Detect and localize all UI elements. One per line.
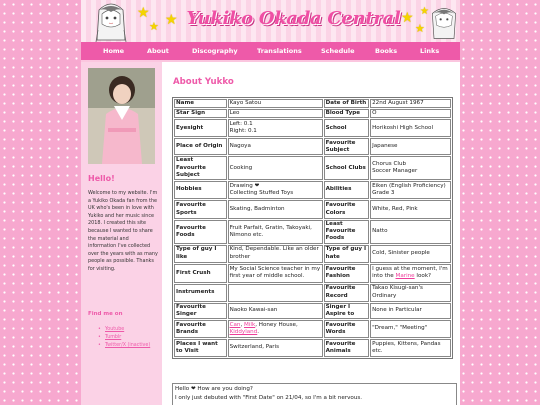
profile-key: Favourite Colors — [324, 200, 369, 219]
anime-girl-illustration — [93, 0, 129, 42]
profile-photo — [88, 68, 155, 164]
page-title: About Yukko — [173, 77, 234, 87]
profile-key: Eyesight — [174, 119, 227, 137]
profile-key: Hobbies — [174, 181, 227, 199]
profile-row — [174, 245, 451, 263]
profile-value: Kayo Satou — [228, 99, 323, 108]
star-icon: ★ — [415, 22, 425, 35]
profile-key: Type of guy I hate — [324, 245, 369, 263]
nav-schedule[interactable]: Schedule — [321, 47, 355, 55]
profile-key: Places I want to Visit — [174, 339, 227, 357]
header-banner — [81, 0, 460, 42]
profile-value: O — [370, 109, 451, 118]
profile-row — [174, 264, 451, 283]
sidebar-intro-text: Welcome to my website. I'm a Yukiko Okada fan from the UK who's been in love with Yukiko and her music since 2018. I created this site because I wanted to share the material and information I've collected over the years with as many people as possible. Thanks for visiting. — [88, 190, 158, 272]
social-links-list — [105, 326, 150, 350]
profile-value: Can, Milk, Honey House, Kiddyland. — [228, 320, 323, 338]
profile-value: Natto — [370, 220, 451, 244]
profile-key: Date of Birth — [324, 99, 369, 108]
message-line: I only just debuted with "First Date" on 21/04, so I'm a bit nervous. — [175, 395, 363, 401]
profile-key: First Crush — [174, 264, 227, 283]
profile-key: Favourite Subject — [324, 138, 369, 155]
profile-value: Japanese — [370, 138, 451, 155]
nav-links[interactable]: Links — [420, 47, 440, 55]
profile-key: Place of Origin — [174, 138, 227, 155]
profile-value: Kind, Dependable. Like an older brother — [228, 245, 323, 263]
profile-value: 22nd August 1967 — [370, 99, 451, 108]
profile-key: Star Sign — [174, 109, 227, 118]
profile-key: Type of guy I like — [174, 245, 227, 263]
profile-row — [174, 303, 451, 319]
profile-row — [174, 320, 451, 338]
profile-value: Chorus Club Soccer Manager — [370, 156, 451, 180]
profile-row — [174, 138, 451, 155]
profile-table — [172, 97, 453, 359]
tumblr-link[interactable]: • Tumblr — [105, 334, 150, 342]
profile-key: Blood Type — [324, 109, 369, 118]
nav-about[interactable]: About — [147, 47, 169, 55]
profile-value — [228, 284, 323, 302]
profile-row — [174, 200, 451, 219]
profile-key: Favourite Brands — [174, 320, 227, 338]
profile-value: Cold, Sinister people — [370, 245, 451, 263]
main-nav — [81, 42, 460, 62]
profile-value: None in Particular — [370, 303, 451, 319]
site-title: Yukiko Okada Central — [186, 8, 401, 29]
profile-value: Naoko Kawai-san — [228, 303, 323, 319]
profile-row — [174, 220, 451, 244]
star-icon: ★ — [137, 5, 150, 21]
nav-books[interactable]: Books — [375, 47, 398, 55]
twitter-link[interactable]: • Twitter/X (inactive) — [105, 342, 150, 350]
nav-discography[interactable]: Discography — [192, 47, 238, 55]
youtube-link[interactable]: • Youtube — [105, 326, 150, 334]
profile-key: School — [324, 119, 369, 137]
profile-row — [174, 181, 451, 199]
star-icon: ★ — [420, 6, 429, 17]
profile-key: Favourite Fashion — [324, 264, 369, 283]
brand-link[interactable]: Kiddyland — [229, 329, 258, 336]
sidebar-hello-heading: Hello! — [88, 174, 115, 183]
profile-key: Favourite Foods — [174, 220, 227, 244]
profile-key: Favourite Singer — [174, 303, 227, 319]
profile-value: Cooking — [228, 156, 323, 180]
profile-row — [174, 339, 451, 357]
profile-value: Nagoya — [228, 138, 323, 155]
profile-value: White, Red, Pink — [370, 200, 451, 219]
profile-row — [174, 119, 451, 137]
profile-key: School Clubs — [324, 156, 369, 180]
profile-key: Instruments — [174, 284, 227, 302]
profile-row — [174, 109, 451, 118]
star-icon: ★ — [165, 12, 178, 28]
profile-value: My Social Science teacher in my first year of middle school. — [228, 264, 323, 283]
profile-value: Leo — [228, 109, 323, 118]
message-box — [172, 383, 457, 405]
profile-value: "Dream," "Meeting" — [370, 320, 451, 338]
profile-value: Fruit Parfait, Gratin, Takoyaki, Nimono etc. — [228, 220, 323, 244]
profile-key: Favourite Words — [324, 320, 369, 338]
message-line: Hello ❤ How are you doing? — [175, 386, 253, 392]
sidebar — [81, 62, 162, 405]
profile-key: Favourite Record — [324, 284, 369, 302]
profile-value: Skating, Badminton — [228, 200, 323, 219]
profile-key: Abilities — [324, 181, 369, 199]
find-me-heading: Find me on — [88, 311, 123, 317]
brand-link[interactable]: Marine — [395, 273, 415, 280]
profile-value: Puppies, Kittens, Pandas etc. — [370, 339, 451, 357]
profile-value: I guess at the moment, I'm into the Marine look? — [370, 264, 451, 283]
profile-value: Eiken (English Proficiency) Grade 3 — [370, 181, 451, 199]
profile-key: Singer I Aspire to — [324, 303, 369, 319]
star-icon: ★ — [149, 20, 159, 33]
profile-row — [174, 284, 451, 302]
nav-translations[interactable]: Translations — [257, 47, 302, 55]
profile-row — [174, 156, 451, 180]
profile-key: Favourite Animals — [324, 339, 369, 357]
profile-key: Least Favourite Subject — [174, 156, 227, 180]
profile-value: Drawing ❤ Collecting Stuffed Toys — [228, 181, 323, 199]
profile-key: Favourite Sports — [174, 200, 227, 219]
profile-value: Switzerland, Paris — [228, 339, 323, 357]
profile-key: Name — [174, 99, 227, 108]
profile-value: Horikoshi High School — [370, 119, 451, 137]
profile-row — [174, 99, 451, 108]
brand-link[interactable]: Milk — [244, 321, 256, 328]
brand-link[interactable]: Can — [229, 321, 241, 328]
anime-girl-illustration — [429, 0, 459, 42]
star-icon: ★ — [401, 10, 414, 26]
profile-value: Takao Kisugi-san's Ordinary — [370, 284, 451, 302]
profile-key: Least Favourite Foods — [324, 220, 369, 244]
page — [81, 0, 460, 405]
nav-home[interactable]: Home — [103, 47, 125, 55]
profile-value: Left: 0.1 Right: 0.1 — [228, 119, 323, 137]
